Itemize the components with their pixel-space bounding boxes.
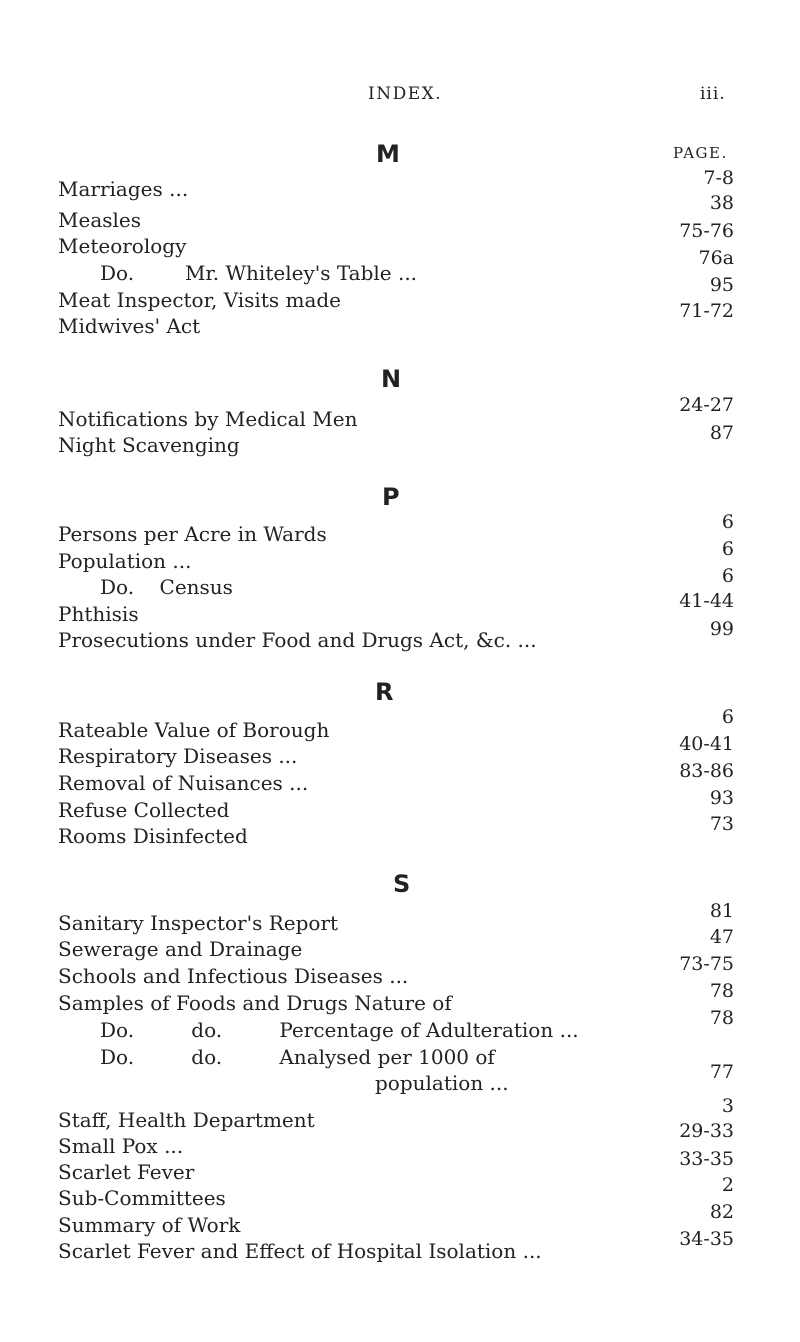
index-entry-text: Rateable Value of Borough [58,718,330,742]
index-entry-page: 82 [709,1201,734,1223]
index-entry-text: Population ... [58,549,192,573]
section-letter-m: M [376,140,400,168]
index-entry-text: Schools and Infectious Diseases ... [58,964,409,988]
index-entry-page: 6 [721,565,734,587]
index-entry-page: 6 [721,538,734,560]
index-entry-page: 87 [709,422,734,444]
index-entry-text: Measles [58,208,141,232]
index-entry-page: 73 [709,813,734,835]
section-letter-s: S [393,870,411,898]
index-entry-page: 41-44 [679,590,734,612]
index-entry-text: Summary of Work [58,1213,241,1237]
index-entry-page: 3 [721,1095,734,1117]
index-entry-page: 6 [721,511,734,533]
index-entry-page: 71-72 [679,300,734,322]
index-entry-text: population ... [375,1071,509,1095]
index-entry-page: 99 [709,618,734,640]
index-entry-text: Sanitary Inspector's Report [58,911,339,935]
index-entry-page: 34-35 [679,1228,734,1250]
index-entry-page: 24-27 [679,394,734,416]
index-entry-page: 38 [709,192,734,214]
section-letter-n: N [381,365,402,393]
index-entry-page: 78 [709,1007,734,1029]
index-entry-page: 77 [709,1061,734,1083]
index-entry-page: 78 [709,980,734,1002]
index-entry-text: Notifications by Medical Men [58,407,358,431]
page-column-label: PAGE. [673,144,728,162]
index-entry-text: Meteorology [58,234,187,258]
index-entry-page: 33-35 [679,1148,734,1170]
index-entry-text: Phthisis [58,602,139,626]
index-entry-page: 29-33 [679,1120,734,1142]
index-entry-page: 76a [698,247,734,269]
index-entry-text: Do. do. Percentage of Adulteration ... [100,1018,579,1042]
page-title: INDEX. [368,84,443,104]
index-entry-text: Scarlet Fever and Effect of Hospital Isolation ... [58,1239,542,1263]
section-letter-p: P [382,483,400,511]
index-entry-page: 81 [709,900,734,922]
index-entry-text: Marriages ... [58,177,189,201]
index-entry-text: Samples of Foods and Drugs Nature of [58,991,452,1015]
index-entry-text: Scarlet Fever [58,1160,195,1184]
index-entry-text: Refuse Collected [58,798,230,822]
index-entry-text: Respiratory Diseases ... [58,744,298,768]
index-entry-page: 93 [709,787,734,809]
section-letter-r: R [375,678,394,706]
index-entry-page: 6 [721,706,734,728]
index-entry-text: Night Scavenging [58,433,240,457]
index-entry-text: Do. Census [100,575,233,599]
index-entry-page: 83-86 [679,760,734,782]
index-entry-text: Rooms Disinfected [58,824,248,848]
index-entry-page: 40-41 [679,733,734,755]
index-entry-text: Midwives' Act [58,314,201,338]
index-entry-text: Removal of Nuisances ... [58,771,309,795]
index-entry-text: Meat Inspector, Visits made [58,288,342,312]
index-entry-text: Prosecutions under Food and Drugs Act, &c. ... [58,628,537,652]
index-entry-page: 75-76 [679,220,734,242]
index-entry-page: 2 [721,1174,734,1196]
page-number: iii. [700,84,726,104]
index-entry-text: Do. do. Analysed per 1000 of [100,1045,495,1069]
index-entry-text: Staff, Health Department [58,1108,315,1132]
index-entry-page: 73-75 [679,953,734,975]
index-entry-text: Small Pox ... [58,1134,184,1158]
index-entry-page: 7-8 [703,167,734,189]
index-entry-page: 95 [709,274,734,296]
index-entry-page: 47 [709,926,734,948]
index-entry-text: Do. Mr. Whiteley's Table ... [100,261,418,285]
index-entry-text: Persons per Acre in Wards [58,522,327,546]
index-entry-text: Sub-Committees [58,1186,226,1210]
index-entry-text: Sewerage and Drainage [58,937,303,961]
